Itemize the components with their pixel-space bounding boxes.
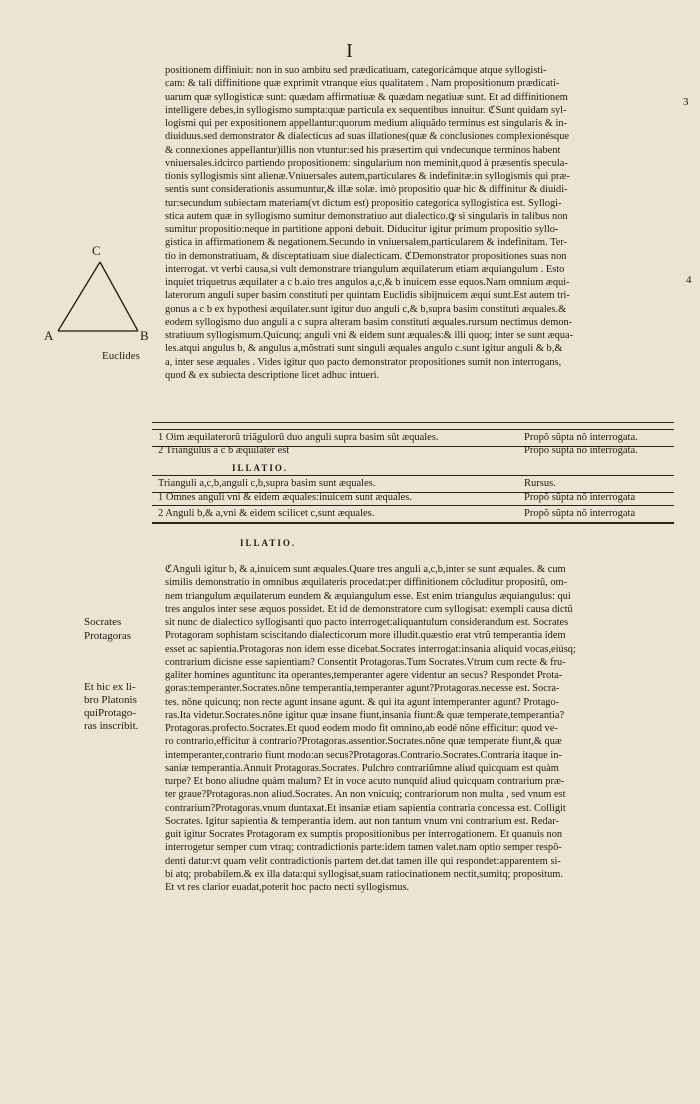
text-line: eodem syllogismo duo anguli a c supra alteram basim constituti æquales.rursum nectimus demon- [165,316,573,328]
marginal-line: Socrates [84,616,122,628]
text-line: uarum quæ syllogisticæ sunt: quædam affirmatiuæ & quædam negatiuæ sunt. Et ad diffinitionem [165,91,568,103]
text-line: gistica in affirmationem & negationem.Secundo in vniuersalem,particularem & indefinitam. Ter- [165,237,568,249]
text-block-1 [165,64,680,382]
table-cell-left: 2 Anguli b,& a,vni & eidem scilicet c,sunt æquales. [158,508,375,519]
vertex-label-b: B [140,328,149,343]
text-line: tio in demonstratiuam, & disceptatiuam siue dialecticam. ℭDemonstrator propositiones suas non [165,250,567,262]
text-line: contrarium dicisne esse sapientiam? Consentit Protagoras.Tum Socrates.Vtrum cum recte & fru- [165,656,566,668]
text-line: bi atq; probabilem.& ex illa data:qui syllogisat,suam ratiocinationem nectit,sumitq; propositum. [165,868,563,880]
text-line: stratiuum syllogismum.Quicunq; anguli vni & eidem sunt æquales:& illi quoq; inter se sunt æqua- [165,330,574,341]
table-cell-right: Propõ sũpta nõ interrogata [524,492,636,503]
text-line: ras.Ita videtur.Socrates.nõne igitur quæ insane fiunt,insania fiunt:& quæ temperate,temperantia? [165,709,565,721]
table-cell-left: 1 Omnes anguli vni & eidem æquales:inuicem sunt æquales. [158,492,413,503]
triangle-side-cb [100,262,138,331]
text-line: sit nunc de dialectico syllogisanti quo pacto interroget:aliquantulum considerandum est. Socrates [165,617,569,628]
text-line: inquiet triquetrus æquilater a c b.aio tres angulos a,c,& b inuicem esse equos.Nam omnium æqui- [165,277,570,288]
table-cell-right: Rursus. [524,478,556,489]
text-line: cam: & tali diffinitione quæ exprimit vtranque eius qualitatem . Nam propositionum prædicati- [165,78,560,90]
text-line: saniæ temperantia.Annuit Protagoras.Socrates. Pulchro contrariũmne aliud quicquam est quàm [165,762,559,774]
text-line: intelligere debes,in syllogismo sumpta:quæ particula ex sequentibus innuitur. ℭSunt quidam syl- [165,104,567,116]
text-line: interrogetur semper cum vtraq; contradictionis parte:idem tamen valet.nam optio semper respõ- [165,842,562,854]
triangle-side-ca [58,262,100,331]
text-line: gonus a c b ex hypothesi æquilater.sunt igitur duo anguli c,& b,supra basim constituti æquales.& [165,303,567,315]
triangle-diagram [38,240,168,350]
text-line: turpe? Et bono aliudne quàm malum? Et in voce acuto nunquid aliud quicquam contrarium præ- [165,776,565,787]
text-line: ℭAnguli igitur b, & a,inuicem sunt æquales.Quare tres anguli a,c,b,inter se sunt æquales. & cum [165,564,566,575]
text-block-2 [165,563,680,894]
marginal-euclides: Euclides [102,350,140,362]
text-line: positionem diffiniuit: non in suo ambitu sed prædicatiuam, categoricámque atque syllogisti- [165,65,547,76]
table-cell-right: Propõ sũpta nõ interrogata. [524,445,638,456]
text-line: tur:secundum subiectam materiam(vt dictum est) propositio categorica syllogistica est. Syllogi- [165,197,562,209]
text-line: ro contrario,efficitur à contrario?Protagoras.assentior.Socrates.nõne quæ temperate fiunt,& quæ [165,736,562,748]
text-line: esset ac sapientia.Protagoras non idem esse dicebat.Socrates interrogat:insania aliquid vocas,eiúsq; [165,643,576,655]
vertex-label-c: C [92,243,101,258]
text-line: tionis syllogismis sint alienæ.Vniuersales autem,particulares & indefinitæ:in syllogismis qui præ- [165,171,570,182]
marginal-line: quiProtago- [84,707,136,719]
table-cell-left: Trianguli a,c,b,anguli c,b,supra basim sunt æquales. [158,478,376,489]
table-cell-right: Propõ sũpta nõ interrogata [524,508,636,519]
text-line: denti datur:vt quam velit contradictionis partem det.dat tamen ille qui respondet:apparentem si- [165,855,561,867]
page-number: I [346,40,354,62]
illatio-heading: ILLATIO. [240,538,297,548]
text-line: & connexiones appellantur)illis non vtuntur:sed his præsertim qui vndecunque terminos habent [165,144,561,156]
text-line: Protagoram sophistam sciscitando dialecticorum more illudit.quæstio erat vtrũ temperantia idem [165,630,566,642]
edge-number-top: 3 [683,96,689,108]
table-cell-left: 2 Triangulus a c b æquilater est [158,445,290,456]
text-line: galiter homines aguntitunc ita operantes,temperanter agere videntur an secus? Respondet Prota- [165,670,563,681]
text-line: quod & ex subiecta descriptione licet adhuc intueri. [165,369,380,381]
table-cell-right: Propõ sũpta nõ interrogata. [524,432,638,443]
text-line: logismi qui per expositionem appellantur:quorum medium aliquãdo terminus est singularis & in- [165,118,567,129]
text-line: stica autem quæ in syllogismo sumitur demonstratiuo aut dialectico.ꝙ si singularis in talibus non [165,210,568,222]
text-line: Protagoras.profecto.Socrates.Et quod eodem modo fit omnino,ab eodé nõne efficitur: quod ve- [165,723,558,734]
text-line: diuiduus.sed demonstrator & dialecticus ad suas illationes(quæ & conclusiones complexionésque [165,131,570,143]
marginal-socrates [84,615,131,643]
text-line: tres angulos inter sese æquos possidet. Et id de demonstratore cum syllogisat: exempli causa dictũ [165,603,573,615]
text-line: nem triangulum æquilaterum eundem & æquiangulum esse. Est enim triangulus æquiangulus: qui [165,590,571,602]
marginal-line: Et hic ex li- [84,681,136,693]
syllogism-table [152,422,674,524]
text-line: guit igitur Socrates Protagoram ex sumptis propositionibus per interrogationem. Et quanuis non [165,829,563,840]
text-line: intemperanter,contrario fiunt modo:an secus?Protagoras.Contrario.Socrates.Contraria itaque in- [165,749,562,761]
text-line: sentis sunt considerationis assumuntur,& illæ solæ. imò propositio quæ hic & diffinitur & diuidi- [165,184,568,196]
text-line: ter graue?Protagoras.non aliud.Socrates. An non vnicuiq; contrariorum non multa , sed vnum est [165,789,566,801]
text-line: Et vt res clarior euadat,poterit hoc pacto necti syllogismus. [165,882,410,893]
edge-number-mid: 4 [686,274,692,286]
text-line: contrarium?Protagoras.vnum duntaxat.Et insaniæ etiam sapientia contraria concessa est. Colligit [165,802,566,814]
text-line: a, inter sese æquales . Vides igitur quo pacto demonstrator propositiones sumit non interrogans, [165,356,562,368]
table-row-5 [152,505,674,523]
text-line: tes. nõne quicunq; non recte agunt insane agunt. & qui ita agunt intemperanter agunt? Protago- [165,696,560,708]
text-line: goras:temperanter.Socrates.nõne temperantia,temperanter agunt?Protagoras.necesse est. Socra- [165,683,560,695]
marginal-platonis [84,681,138,733]
text-line: interrogat. vt verbi causa,si vult demonstrare triangulum æquilaterum etiam æquiangulum . Esto [165,263,565,275]
table-row-2 [152,443,674,459]
text-line: sumitur propositio:neque in partitione apponi debuit. Diducitur igitur primum propositio syllo- [165,224,559,235]
table-cell-left: 1 Oim æquilaterorũ triãgulorũ duo anguli supra basim sũt æquales. [158,432,439,443]
text-line: laterorum anguli super basim constituti per quintam Euclidis sibijnuicem æqui sunt.Est autem tri- [165,290,570,302]
table-illatio-label: ILLATIO. [232,463,289,473]
text-line: vniuersales.idcirco partiendo propositionem: singularium non meminit,quod à præsentis specula- [165,157,568,169]
text-line: Socrates. Igitur sapientia & temperantia idem. aut non tantum vnum vni contrarium est. Redar- [165,815,559,827]
marginal-line: ras inscribit. [84,720,139,732]
table-row-4 [152,490,674,506]
marginal-line: bro Platonis [84,694,137,706]
text-line: similis demonstratio in omnibus æquilateris procedat:per diffinitionem cõcluditur propositũ, om- [165,577,568,589]
vertex-label-a: A [44,328,54,343]
text-line: les.atqui angulus b, & angulus a,mõstrati sunt singuli æquales angulo c.sunt igitur anguli & b,& [165,343,563,355]
marginal-line: Protagoras [84,630,132,642]
